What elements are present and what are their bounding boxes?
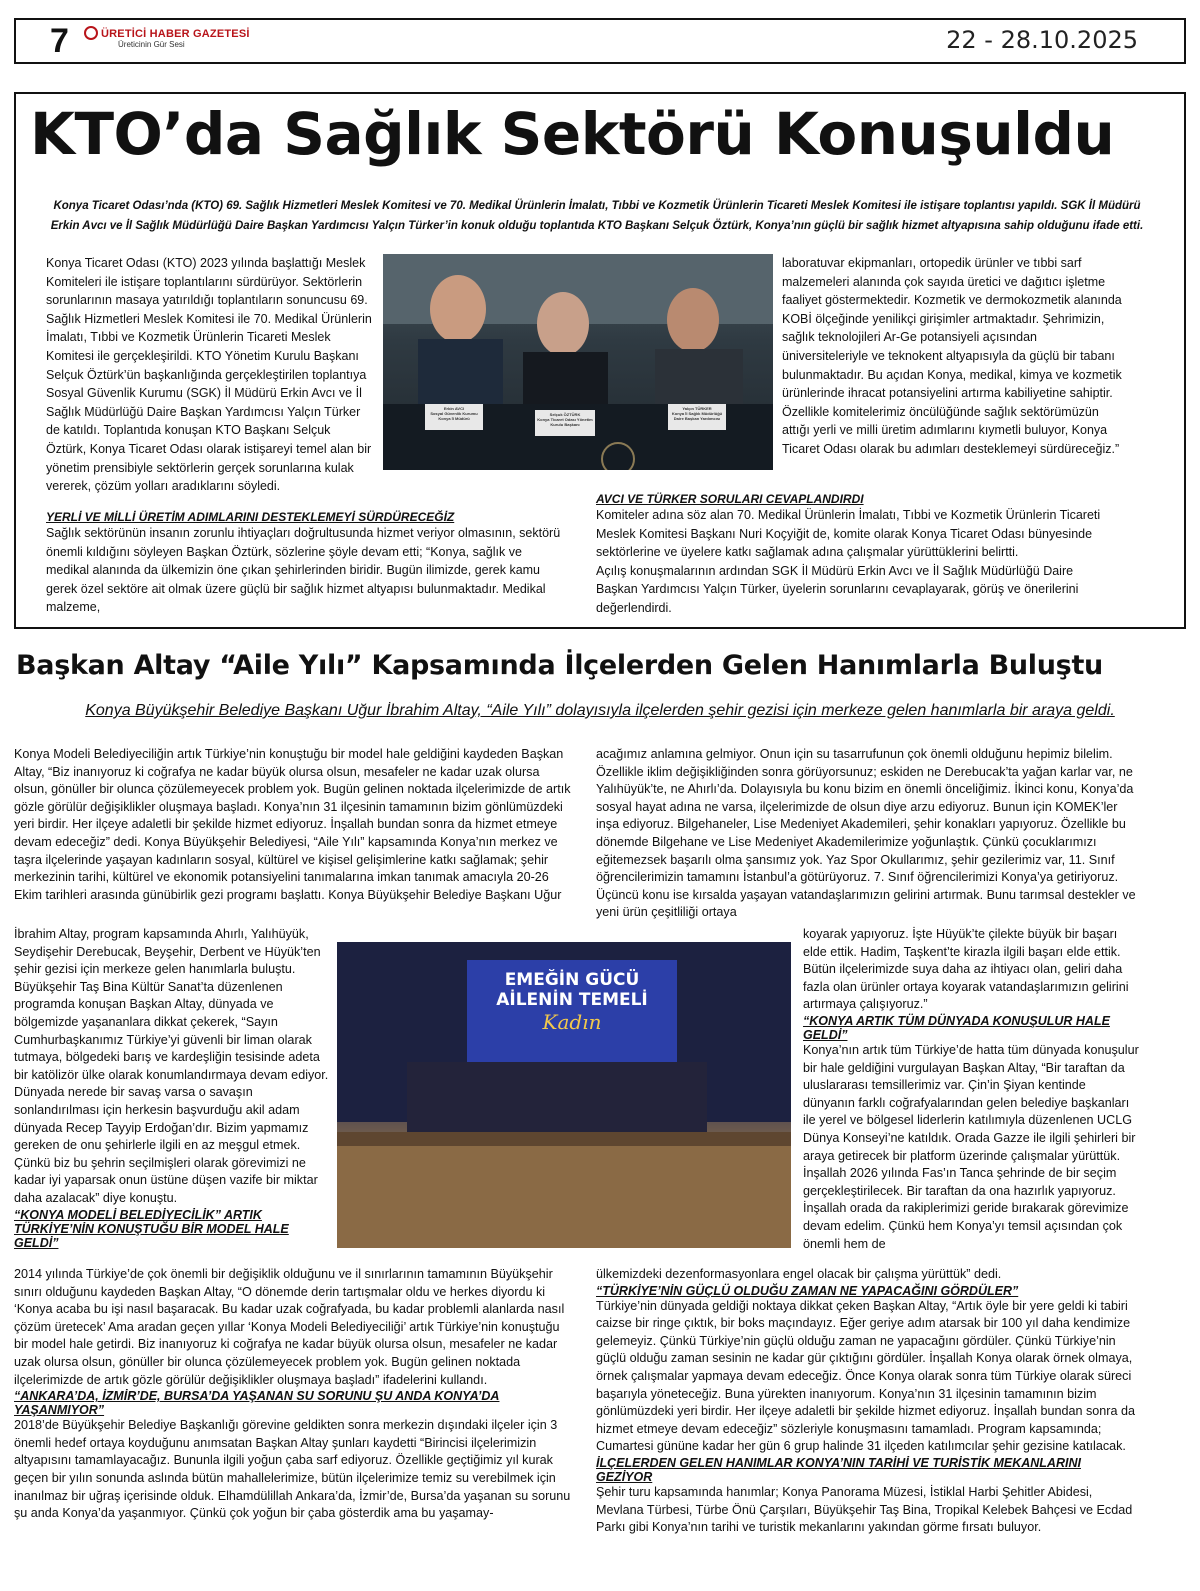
subheading-tum-dunyada: “KONYA ARTIK TÜM DÜNYADA KONUŞULUR HALE GELDİ” xyxy=(803,1013,1110,1042)
gear-icon xyxy=(84,26,98,40)
article-2-right-bottom xyxy=(596,1266,1136,1537)
article-1-section-1 xyxy=(46,510,566,617)
article-2-left-bottom xyxy=(14,1266,574,1523)
article-1-paragraph: laboratuvar ekipmanları, ortopedik ürünler ve tıbbi sarf malzemeleri alanında çok sayıda üretici ve dağıtıcı işletme faaliyet göstermektedir. Kozmetik ve dermokozmetik alanında KOBİ ölçeğinde yenilikçi girişimler artmaktadır. Şehrimizin, sağlık teknolojileri Ar-Ge potansiyeli açısından üniversiteleriyle ve teknokent altyapısıyla da güçlü bir tabanı bulunmaktadır. Bu açıdan Konya, medikal, kimya ve kozmetik ürünlerinde ihracat potansiyelini artırma kabiliyetine sahiptir. Özellikle komitelerimiz öncülüğünde sağlık sektörümüzün attığı yerli ve milli üretim adımlarını kıymetli buluyor, Konya Ticaret Odası olarak bu adımları desteklemeyi sürdüreceğiz.” xyxy=(782,256,1122,456)
article-1-paragraph: Komiteler adına söz alan 70. Medikal Ürünlerin İmalatı, Tıbbi ve Kozmetik Ürünlerin Ticareti Meslek Komitesi Başkanı Nuri Koçyiğit de, komite olarak Konya Ticaret Odası bünyesinde sektörlerine ve üyelere katkı sağlamak adına çalışmalar yürüttüklerini belirtti. xyxy=(596,508,1101,560)
article-2-right-top xyxy=(596,746,1136,922)
event-photo xyxy=(337,942,791,1248)
nameplate-right-role: Konya İl Sağlık Müdürlüğü Daire Başkan Yardımcısı xyxy=(671,411,723,421)
meeting-photo-illustration xyxy=(383,254,773,470)
article-2-paragraph: ülkemizdeki dezenformasyonlara engel olacak bir çalışma yürüttük” dedi. xyxy=(596,1267,1002,1281)
screen-text-line-3: Kadın xyxy=(542,1010,602,1034)
paper-name: ÜRETİCİ HABER GAZETESİ xyxy=(101,28,250,40)
meeting-photo xyxy=(383,254,773,470)
newspaper-logo xyxy=(84,26,250,49)
article-2-paragraph: Şehir turu kapsamında hanımlar; Konya Panorama Müzesi, İstiklal Harbi Şehitler Abidesi, Mevlana Türbesi, Türbe Önü Çarşıları, Büyükşehir Taş Bina, Tropikal Kelebek Bahçesi ve Ecdad Parkı gibi Konya’nın tarihi ve turistik mekanlarını yakından görme fırsatı buluyor. xyxy=(596,1484,1133,1535)
paper-tagline: Üreticinin Gür Sesi xyxy=(118,40,185,49)
article-2-lead: Konya Büyükşehir Belediye Başkanı Uğur İbrahim Altay, “Aile Yılı” dolayısıyla ilçelerden şehir gezisi için merkeze gelen hanımlarla bir araya geldi. xyxy=(85,702,1115,719)
screen-text-line-2: AİLENİN TEMELİ xyxy=(496,990,648,1010)
subheading-avci-turker: AVCI VE TÜRKER SORULARI CEVAPLANDIRDI xyxy=(596,492,864,506)
nameplate-center: Selçuk ÖZTÜRK xyxy=(549,412,581,417)
article-2-left-top xyxy=(14,746,574,904)
article-1-left-column xyxy=(46,254,372,496)
article-2-paragraph: Türkiye’nin dünyada geldiği noktaya dikkat çeken Başkan Altay, “Artık öyle bir yere geldi ki tabiri caizse bir ringe çıktık, bir boks maçındayız. Eğer geriye adım atarsak bir 100 yıl daha kendimize gelemeyiz. Çünkü Türkiye’nin güçlü olduğu zaman ne yapacağını gördüler. Çünkü Türkiye’nin güçlü olduğu zaman sesinin ne kadar gür çıktığını gördüler. İnşallah Konya olarak örnek olmaya, örnek çalışmalar yapmaya devam edeceğiz. Önce Konya olarak sonra tüm Türkiye olarak süreci başarıyla yöneteceğiz. Buna yürekten inanıyorum. Konya’nın 31 ilçesinin tamamının bizim gönlümüzdeki yeri birdir. Her ilçeye adaletli bir şekilde hizmet ediyoruz. İnşallah bundan sonra da hizmet etmeye devam edeceğiz” sözleriyle konuşmasını tamamladı. Program kapsamında; Cumartesi gününe kadar her gün 6 grup halinde 31 ilçeden katılımcılar şehir gezisine katılacak. xyxy=(596,1298,1136,1454)
article-2-paragraph: Konya’nın artık tüm Türkiye’de hatta tüm dünyada konuşulur bir hale geldiğini vurgulayan Başkan Altay, “Bir taraftan da uluslararası temsillerimiz var. Çin’in Şiyan kentinde dünyanın farklı coğrafyalarından gelen belediye başkanları ile yerel ve bölgesel liderlerin katılımıyla düzenlenen UCLG Dünya Konseyi’ne katıldık. Orada Gazze ile ilgili şehirleri bir araya getirecek bir platform üzerinde çalışmalar yürüttük. İnşallah 2026 yılında Fas’ın Tanca şehrinde de bir seçim gerçekleştirilecek. Bir taraftan da ona hazırlık yapıyoruz. İnşallah orada da rakiplerimizi geride bırakarak görevimize devam edelim. Çünkü hem Konya’yı temsil açısından çok önemli hem de xyxy=(803,1042,1139,1251)
article-1-right-column xyxy=(782,254,1122,459)
subheading-ilcelerden-gelen: İLÇELERDEN GELEN HANIMLAR KONYA’NIN TARİHİ VE TURİSTİK MEKANLARINI GEZİYOR xyxy=(596,1455,1081,1484)
article-1-paragraph: Açılış konuşmalarının ardından SGK İl Müdürü Erkin Avcı ve İl Sağlık Müdürlüğü Daire Başkan Yardımcısı Yalçın Türker, üyelerin sorunlarını cevaplayarak, görüş ve önerilerini değerlendirdi. xyxy=(596,563,1079,615)
article-1-lead: Konya Ticaret Odası’nda (KTO) 69. Sağlık Hizmetleri Meslek Komitesi ve 70. Medikal Ürünlerin İmalatı, Tıbbi ve Kozmetik Ürünlerin Ticareti Meslek Komitesi ile istişare toplantısı yapıldı. SGK İl Müdürü Erkin Avcı ve İl Sağlık Müdürlüğü Daire Başkan Yardımcısı Yalçın Türker’in konuk olduğu toplantıda KTO Başkanı Selçuk Öztürk, Konya’nın güçlü bir sağlık hizmet altyapısına sahip olduğunu ifade etti. xyxy=(50,200,1144,232)
screen-text-line-1: EMEĞİN GÜCÜ xyxy=(504,970,640,990)
article-1-paragraph: Konya Ticaret Odası (KTO) 2023 yılında başlattığı Meslek Komiteleri ile istişare toplantılarını sürdürüyor. Sektörlerin sorunlarının masaya yatırıldığı toplantıların sonuncusu 69. Sağlık Hizmetleri Meslek Komitesi ile 70. Medikal Ürünlerin İmalatı, Tıbbi ve Kozmetik Ürünlerin Ticareti Meslek Komitesi ile gerçekleşirildi. KTO Yönetim Kurulu Başkanı Selçuk Öztürk’ün başkanlığında gerçekleştirilen toplantıya Sosyal Güvenlik Kurumu (SGK) İl Müdürü Erkin Avcı ve İl Sağlık Müdürlüğü Daire Başkan Yardımcısı Yalçın Türker de katıldı. Toplantıda konuşan KTO Başkanı Selçuk Öztürk, Konya Ticaret Odası olarak istişareyi temel alan bir yönetim prensibiyle sektörlerin gerçek sorunlarına kulak vererek, çözüm yolları aradıklarını söyledi. xyxy=(46,256,372,494)
nameplate-right: Yalçın TÜRKER xyxy=(682,406,712,411)
article-2-paragraph: İbrahim Altay, program kapsamında Ahırlı, Yalıhüyük, Seydişehir Derebucak, Beyşehir, Derbent ve Hüyük’ten şehir gezisi için merkeze gelen hanımlarla buluştu. Büyükşehir Taş Bina Kültür Sanat’ta düzenlenen programda konuşan Başkan Altay, dünyada ve bölgemizde yaşananlara dikkat çekerek, “Sayın Cumhurbaşkanımız Türkiye’yi güvenli bir liman olarak tutmaya, bölgedeki barış ve kardeşliğin tesisinde adeta bir katölizör ülke olarak konumlandırmaya devam ediyor. Dünyada nerede bir savaş varsa o savaşın sonlandırılması için herkesin başvurduğu akil adam dünyada Recep Tayyip Erdoğan’dır. Bizim yapmamız gereken de onu şehirlerle ilgili en az meşgul etmek. Çünkü biz bu şehrin seçilmişleri olarak görevimizi ne kadar iyi yaparsak onun üstüne düşen vazife bir miktar daha azalacak” diye konuştu. xyxy=(14,927,329,1205)
article-2-left-narrow xyxy=(14,926,330,1250)
article-2-right-narrow xyxy=(803,926,1139,1253)
article-2-paragraph: acağımız anlamına gelmiyor. Onun için su tasarrufunun çok önemli olduğunu hepimiz bilelim. Özellikle iklim değişikliğinden sonra görüyorsunuz; eskiden ne Derebucak’ta yağan karlar var, ne Yalıhüyük’te, ne Ahırlı’da. Dolayısıyla bu konu bizim en önemli önceliğimiz. İkinci konu, Konya’da sosyal hayat adına ne varsa, ilçelerimizde de olsun diye arzu ediyoruz. Bunun için KOMEK’ler inşa ediyoruz. Bilgehaneler, Lise Medeniyet Akademileri, şehir konakları yapıyoruz. Özellikle bu dönemde Bilgehane ve Lise Medeniyet Akademilerimize yoğunlaştık. Çünkü çocuklarımızı eğitemezsek başarılı olma şansımız yok. Yaz Spor Okullarımız, şehir gezilerimiz var, 11. Sınıf öğrencilerimizin tamamını İstanbul’a götürüyoruz. 7. Sınıf öğrencilerimizi Konya’ya getiriyoruz. Üçüncü konu ise kırsalda yaşayan vatandaşlarımızın gelirini artırmak. Bunu tarımsal destekler ve yeni ürün çeşitliliği ortaya xyxy=(596,747,1136,920)
page-number: 7 xyxy=(50,22,69,60)
subheading-turkiye-guclu: “TÜRKİYE’NİN GÜÇLÜ OLDUĞU ZAMAN NE YAPACAĞINI GÖRDÜLER” xyxy=(596,1283,1019,1298)
article-1-paragraph: Sağlık sektörünün insanın zorunlu ihtiyaçları doğrultusunda hizmet veriyor olmasının, sektörü önemli kıldığını söyleyen Başkan Öztürk, sözlerine şöyle devam etti; “Konya, sağlık ve medikal alanında da ülkemizin öne çıkan şehirlerinden biridir. Bugün ilimizde, gerek kamu gerek özel sektöre ait olmak üzere güçlü bir sağlık hizmet altyapısı bulunmaktadır. Medikal malzeme, xyxy=(46,526,561,615)
article-2-paragraph: koyarak yapıyoruz. İşte Hüyük’te çilekte büyük bir başarı elde ettik. Hadim, Taşkent’te kirazla ilgili başarı elde ettik. Bütün ilçelerimizde suya daha az ihtiyacı olan, geliri daha fazla olan ürünler ortaya koyarak vatandaşlarımızın gelirini artırmaya çalışıyoruz.” xyxy=(803,927,1129,1012)
subheading-su-sorunu: “ANKARA’DA, İZMİR’DE, BURSA’DA YAŞANAN SU SORUNU ŞU ANDA KONYA’DA YAŞANMIYOR” xyxy=(14,1389,500,1418)
subheading-konya-modeli: “KONYA MODELİ BELEDİYECİLİK” ARTIK TÜRKİYE’NİN KONUŞTUĞU BİR MODEL HALE GELDİ” xyxy=(14,1207,289,1250)
subheading-yerli-milli: YERLİ VE MİLLİ ÜRETİM ADIMLARINI DESTEKLEMEYİ SÜRDÜRECEĞİZ xyxy=(46,510,455,524)
nameplate-center-role: Konya Ticaret Odası Yönetim Kurulu Başkanı xyxy=(537,417,593,427)
article-2-paragraph: 2014 yılında Türkiye’de çok önemli bir değişiklik olduğunu ve il sınırlarının tamamının Büyükşehir sınırı olduğunu kaydeden Başkan Altay, “O dönemde derin tartışmalar oldu ve herkes diyordu ki ‘Konya acaba bu işi nasıl başaracak. Bu kadar uzak coğrafyada, bu kadar problemli alanlarda nasıl çözüm üretecek’ Ama aradan geçen yıllar ‘Konya Modeli Belediyeciliği’ artık Türkiye’nin konuştuğu bir model hale getirdi. Biz inanıyoruz ki coğrafya ne kadar büyük olursa olsun, mesafeler ne kadar uzak olursa olsun, gönüller bir olunca çözülemeyecek problem yok. Bugün gelinen noktada ilçelerimizde de artık gözle görülür değişiklikler oluşmaya başladı” ifadelerini kullandı. xyxy=(14,1267,565,1387)
article-2-paragraph: 2018’de Büyükşehir Belediye Başkanlığı görevine geldikten sonra merkezin dışındaki ilçeler için 3 önemli hedef ortaya koyduğunu anımsatan Başkan Altay şunları kaydetti “Birincisi ilçelerimizin altyapısını tamamlayacağız. Bununla ilgili yoğun çaba sarf ediyoruz. Özellikle geçtiğimiz yıl kurak geçen bir yılın sonunda aslında bütün mahallelerimize, bütün ilçelerimize temiz su verebilmek için inanılmaz bir uğraş içerisinde olduk. Elhamdülillah Ankara’da, İzmir’de, Bursa’da yaşanan su sorunu şu anda Konya’da yaşanmıyor. Çünkü çok yoğun bir çaba gösterdik ama bu yaşamay- xyxy=(14,1418,571,1521)
article-2-title: Başkan Altay “Aile Yılı” Kapsamında İlçelerden Gelen Hanımlarla Buluştu xyxy=(16,650,1103,681)
article-1-title: KTO’da Sağlık Sektörü Konuşuldu xyxy=(30,100,1115,168)
issue-date: 22 - 28.10.2025 xyxy=(946,26,1138,54)
article-1-section-2 xyxy=(596,492,1106,618)
article-2-paragraph: Konya Modeli Belediyeciliğin artık Türkiye’nin konuştuğu bir model hale geldiğini kaydeden Başkan Altay, “Biz inanıyoruz ki coğrafya ne kadar büyük olursa olsun, mesafeler ne kadar uzak olursa olsun, gönüller bir olunca çözülemeyecek problem yok. Bugün gelinen noktada ilçelerimizde de artık gözle görülür değişiklikler oluşmaya başladı. Konya’nın 31 ilçesinin tamamının bizim gönlümüzdeki yeri birdir. Her ilçeye adaletli bir şekilde hizmet ediyoruz. İnşallah bundan sonra da hizmet etmeye devam edeceğiz” dedi. Konya Büyükşehir Belediyesi, “Aile Yılı” kapsamında Konya’nın merkez ve taşra ilçelerinde yaşayan kadınların sosyal, kültürel ve kişisel gelişimlerine katkı sağlamak; şehir merkezinin tarihi, kültürel ve ekonomik potansiyelini tanımalarına imkan tanımak amacıyla 20-26 Ekim tarihleri arasında günübirlik gezi programı başlattı. Konya Büyükşehir Belediye Başkanı Uğur xyxy=(14,747,571,902)
nameplate-left: Erkin AVCI xyxy=(443,406,465,411)
nameplate-left-role: Sosyal Güvenlik Kurumu Konya İl Müdürü xyxy=(430,411,478,421)
page-header xyxy=(14,18,1186,64)
